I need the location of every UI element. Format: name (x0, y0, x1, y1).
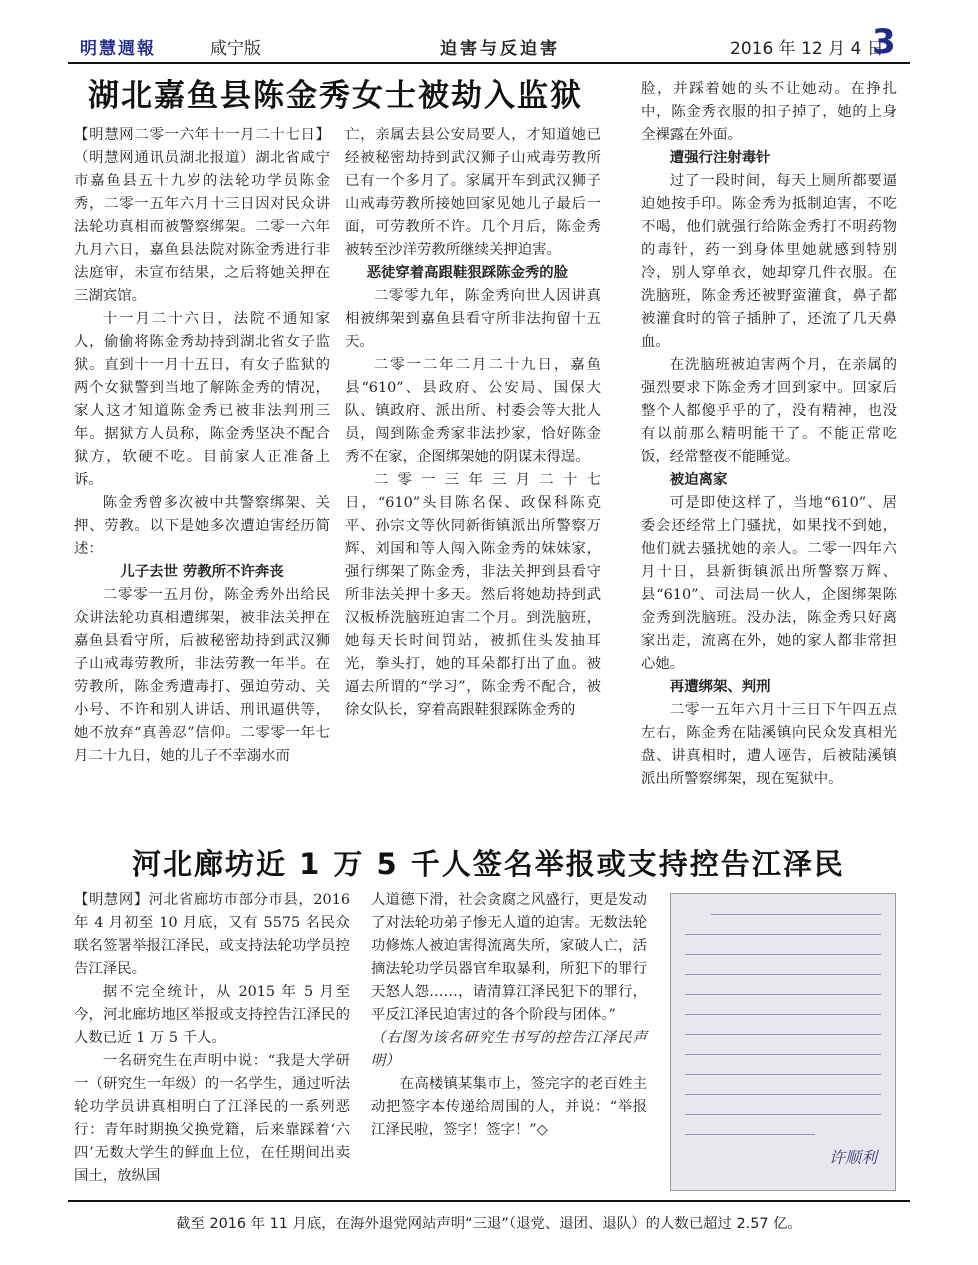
page-number: 3 (872, 22, 896, 62)
article1-column-1 (74, 124, 330, 768)
article1-paragraph: 二零零一五月份，陈金秀外出给民众讲法轮功真相遭绑架，被非法关押在嘉鱼县看守所，后被秘密劫持到武汉狮子山戒毒劳教所，非法劳教一年半。在劳教所，陈金秀遭毒打、强迫劳动、关小号、不许和别人讲话、刑讯逼供等，她不放弃“真善忍”信仰。二零零一年七月二十九日，她的儿子不幸溺水而 (74, 587, 330, 764)
article1-subheading: 遭强行注射毒针 (669, 150, 771, 166)
handwritten-statement-photo (670, 893, 896, 1191)
article1-paragraph: 十一月二十六日，法院不通知家人，偷偷将陈金秀劫持到湖北省女子监狱。直到十一月十五日，有女子监狱的两个女狱警到当地了解陈金秀的情况，家人这才知道陈金秀已被非法判刑三年。据狱方人员称，陈金秀坚决不配合狱方，软硬不吃。目前家人正准备上诉。 (74, 311, 330, 488)
article1-paragraph: 可是即使这样了，当地“610”、居委会还经常上门骚扰，如果找不到她，他们就去骚扰她的亲人。二零一四年六月十日，县新街镇派出所警察万辉、县“610”、司法局一伙人，企图绑架陈金秀到洗脑班。没办法，陈金秀只好离家出走，流离在外，她的家人都非常担心她。 (641, 495, 897, 672)
article1-paragraph: 二零一三年三月二十七日，“610”头目陈名保、政保科陈克平、孙宗文等伙同新街镇派出所警察万辉、刘国和等人闯入陈金秀的妹妹家，强行绑架了陈金秀，非法关押到县看守所非法关押十多天。然后将她劫持到武汉板桥洗脑班迫害二个月。到洗脑班，她每天长时间罚站，被抓住头发抽耳光，拳头打，她的耳朵都打出了血。被逼去所谓的“学习”，陈金秀不配合，被徐女队长，穿着高跟鞋狠踩陈金秀的 (345, 472, 601, 718)
header-rule (68, 62, 910, 64)
article1-column-3 (641, 78, 897, 791)
article2-paragraph: 据不完全统计，从 2015 年 5 月至今，河北廊坊地区举报或支持控告江泽民的人数已近 1 万 5 千人。 (74, 984, 350, 1046)
article1-paragraph: 在洗脑班被迫害两个月，在亲属的强烈要求下陈金秀才回到家中。回家后整个人都傻乎乎的了，没有精神，也没有以前那么精明能干了。不能正常吃饭，经常整夜不能睡觉。 (641, 357, 897, 465)
footer-notice: 截至 2016 年 11 月底，在海外退党网站声明“三退”（退党、退团、退队）的人数已超过 2.57 亿。 (176, 1216, 802, 1232)
article1-title: 湖北嘉鱼县陈金秀女士被劫入监狱 (88, 78, 583, 114)
section-title: 迫害与反迫害 (440, 39, 560, 59)
article1-column-2 (345, 124, 601, 722)
photo-caption: （右图为该名研究生书写的控告江泽民声明） (371, 1030, 647, 1069)
article1-subheading: 再遭绑架、判刑 (669, 679, 771, 695)
article2-paragraph: 人道德下滑，社会贪腐之风盛行，更是发动了对法轮功弟子惨无人道的迫害。无数法轮功修炼人被迫害得流离失所，家破人亡，活摘法轮功学员器官牟取暴利，所犯下的罪行天怒人怨……，请清算江泽民犯下的罪行，平反江泽民迫害过的各个阶段与团体。” (371, 892, 647, 1023)
masthead-brand: 明慧週報 (80, 39, 156, 59)
article1-paragraph: 二零一五年六月十三日下午四五点左右，陈金秀在陆溪镇向民众发真相光盘、讲真相时，遭人诬告，后被陆溪镇派出所警察绑架，现在冤狱中。 (641, 702, 897, 787)
article1-subheading: 被迫离家 (669, 472, 728, 488)
issue-date: 2016 年 12 月 4 日 (730, 39, 884, 59)
article1-paragraph: 脸，并踩着她的头不让她动。在挣扎中，陈金秀衣服的扣子掉了，她的上身全裸露在外面。 (641, 81, 897, 143)
article1-paragraph: 陈金秀曾多次被中共警察绑架、关押、劳教。以下是她多次遭迫害经历简述： (74, 495, 330, 557)
edition-region: 咸宁版 (210, 39, 261, 59)
article2-column-1 (74, 889, 350, 1188)
footer-rule (68, 1200, 910, 1202)
article1-subheading: 恶徒穿着高跟鞋狠踩陈金秀的脸 (366, 265, 569, 281)
article2-paragraph: 一名研究生在声明中说：“我是大学研一（研究生一年级）的一名学生，通过听法轮功学员讲真相明白了江泽民的一系列恶行：青年时期换父换党籍，后来靠踩着‘六四’无数大学生的鲜血上位，在任期间出卖国土，放纵国 (74, 1053, 350, 1184)
article1-paragraph: 二零一二年二月二十九日，嘉鱼县“610”、县政府、公安局、国保大队、镇政府、派出所、村委会等大批人员，闯到陈金秀家非法抄家，恰好陈金秀不在家，企图绑架她的阴谋未得逞。 (345, 357, 601, 465)
article2-title: 河北廊坊近 1 万 5 千人签名举报或支持控告江泽民 (132, 847, 845, 881)
handwritten-signature: 许顺利 (828, 1148, 877, 1167)
article2-column-2 (371, 889, 647, 1142)
article1-paragraph: 【明慧网二零一六年十一月二十七日】（明慧网通讯员湖北报道）湖北省咸宁市嘉鱼县五十九岁的法轮功学员陈金秀，二零一五年六月十三日因对民众讲法轮功真相而被警察绑架。二零一六年九月六日，嘉鱼县法院对陈金秀进行非法庭审，未宣布结果，之后将她关押在三湖宾馆。 (74, 127, 330, 304)
article1-paragraph: 二零零九年，陈金秀向世人因讲真相被绑架到嘉鱼县看守所非法拘留十五天。 (345, 288, 601, 350)
article1-paragraph: 亡，亲属去县公安局要人，才知道她已经被秘密劫持到武汉狮子山戒毒劳教所已有一个多月了。家属开车到武汉狮子山戒毒劳教所接她回家见她儿子最后一面，可劳教所不许。几个月后，陈金秀被转至沙洋劳教所继续关押迫害。 (345, 127, 601, 258)
article2-paragraph: 【明慧网】河北省廊坊市部分市县，2016 年 4 月初至 10 月底，又有 5575 名民众联名签署举报江泽民，或支持法轮功学员控告江泽民。 (74, 892, 350, 977)
article2-paragraph: 在高楼镇某集市上，签完字的老百姓主动把签字本传递给周围的人，并说：“举报江泽民啦，签字！签字！”◇ (371, 1076, 647, 1138)
article1-subheading: 儿子去世 劳教所不许奔丧 (120, 564, 284, 580)
article1-paragraph: 过了一段时间，每天上厕所都要逼迫她按手印。陈金秀为抵制迫害，不吃不喝，他们就强行给陈金秀打不明药物的毒针，药一到身体里她就感到特别冷，别人穿单衣，她却穿几件衣服。在洗脑班，陈金秀还被野蛮灌食，鼻子都被灌食时的管子插肿了，还流了几天鼻血。 (641, 173, 897, 350)
